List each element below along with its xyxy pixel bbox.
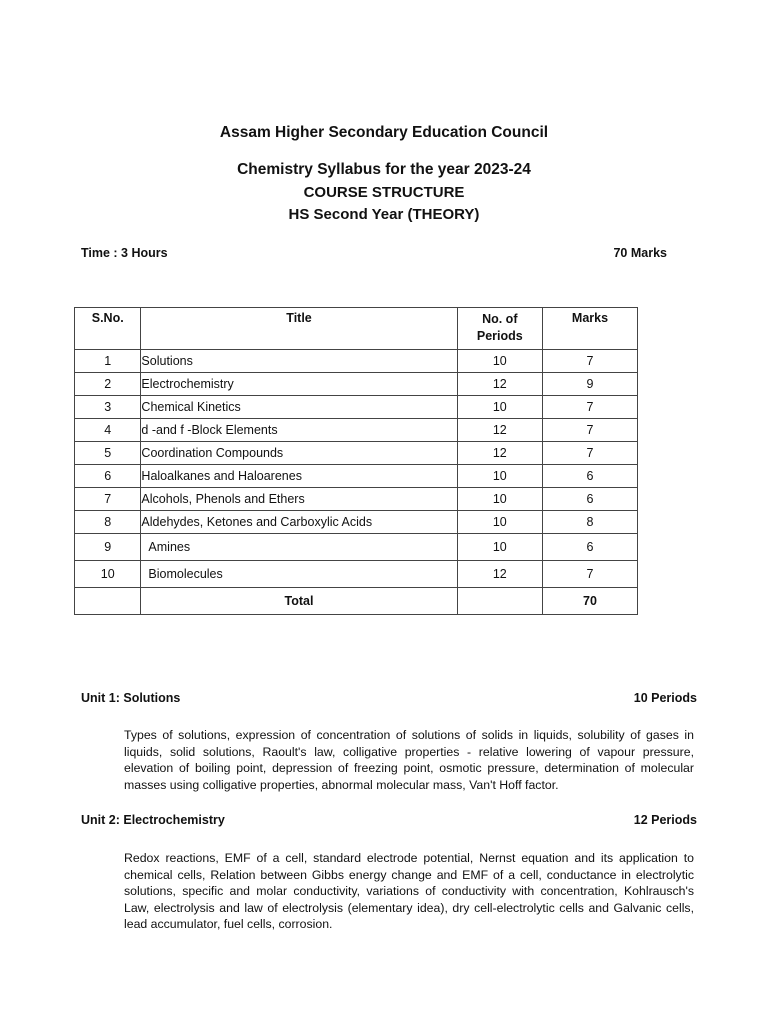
unit-1-title: Unit 1: Solutions bbox=[81, 691, 181, 705]
row-marks: 7 bbox=[542, 396, 637, 419]
unit-2-periods: 12 Periods bbox=[633, 813, 697, 827]
row-title: Haloalkanes and Haloarenes bbox=[141, 465, 457, 488]
total-periods-empty bbox=[457, 588, 542, 615]
row-sno: 4 bbox=[75, 419, 141, 442]
row-sno: 5 bbox=[75, 442, 141, 465]
total-label: Total bbox=[141, 588, 457, 615]
row-sno: 6 bbox=[75, 465, 141, 488]
row-title: Aldehydes, Ketones and Carboxylic Acids bbox=[141, 511, 457, 534]
unit-2-description: Redox reactions, EMF of a cell, standard electrode potential, Nernst equation and its application to chemical cells, Relation between Gibbs energy change and EMF of a cell, conductance in electrolytic solutions, specific and molar conductivity, variations of conductivity with concentration, Kohlrausch's Law, electrolysis and law of electrolysis (elementary idea), dry cell-electrolytic cells and Galvanic cells, lead accumulator, fuel cells, corrosion. bbox=[124, 851, 694, 931]
row-marks: 6 bbox=[542, 534, 637, 561]
row-periods: 10 bbox=[457, 350, 542, 373]
row-sno: 2 bbox=[75, 373, 141, 396]
row-sno: 8 bbox=[75, 511, 141, 534]
row-title: d -and f -Block Elements bbox=[141, 419, 457, 442]
table-row bbox=[75, 488, 638, 511]
header-periods bbox=[457, 308, 542, 350]
row-title: Biomolecules bbox=[141, 561, 457, 588]
class-title: HS Second Year (THEORY) bbox=[288, 206, 480, 223]
unit-2-title: Unit 2: Electrochemistry bbox=[81, 813, 225, 827]
unit-1-periods: 10 Periods bbox=[633, 691, 697, 705]
row-periods: 12 bbox=[457, 442, 542, 465]
header-sno: S.No. bbox=[75, 308, 141, 350]
row-sno: 1 bbox=[75, 350, 141, 373]
exam-time: Time : 3 Hours bbox=[81, 246, 168, 260]
row-marks: 9 bbox=[542, 373, 637, 396]
row-marks: 8 bbox=[542, 511, 637, 534]
unit-1-description: Types of solutions, expression of concentration of solutions of solids in liquids, solubility of gases in liquids, solid solutions, Raoult's law, colligative properties - relative lowering of vapour pressure, elevation of boiling point, depression of freezing point, osmotic pressure, determination of molecular masses using colligative properties, abnormal molecular mass, Van't Hoff factor. bbox=[124, 728, 694, 792]
row-sno: 10 bbox=[75, 561, 141, 588]
row-title: Alcohols, Phenols and Ethers bbox=[141, 488, 457, 511]
row-marks: 7 bbox=[542, 561, 637, 588]
table-total-row bbox=[75, 588, 638, 615]
header-marks: Marks bbox=[542, 308, 637, 350]
row-periods: 10 bbox=[457, 534, 542, 561]
row-marks: 7 bbox=[542, 419, 637, 442]
row-sno: 3 bbox=[75, 396, 141, 419]
row-periods: 10 bbox=[457, 488, 542, 511]
table-row bbox=[75, 442, 638, 465]
row-title: Chemical Kinetics bbox=[141, 396, 457, 419]
row-periods: 10 bbox=[457, 396, 542, 419]
table-row bbox=[75, 534, 638, 561]
row-periods: 12 bbox=[457, 373, 542, 396]
header-periods-line2: Periods bbox=[476, 329, 523, 343]
row-periods: 12 bbox=[457, 561, 542, 588]
total-marks-value: 70 bbox=[542, 588, 637, 615]
row-title: Amines bbox=[141, 534, 457, 561]
table-header-row bbox=[75, 308, 638, 350]
table-row bbox=[75, 373, 638, 396]
council-title: Assam Higher Secondary Education Council bbox=[219, 124, 549, 141]
syllabus-title: Chemistry Syllabus for the year 2023-24 bbox=[237, 161, 531, 178]
row-periods: 12 bbox=[457, 419, 542, 442]
row-title: Solutions bbox=[141, 350, 457, 373]
table-row bbox=[75, 396, 638, 419]
row-marks: 6 bbox=[542, 488, 637, 511]
row-title: Coordination Compounds bbox=[141, 442, 457, 465]
table-row bbox=[75, 350, 638, 373]
row-marks: 7 bbox=[542, 442, 637, 465]
row-sno: 7 bbox=[75, 488, 141, 511]
table-row bbox=[75, 419, 638, 442]
row-marks: 6 bbox=[542, 465, 637, 488]
table-row bbox=[75, 561, 638, 588]
course-structure-title: COURSE STRUCTURE bbox=[303, 184, 465, 201]
header-periods-line1: No. of bbox=[482, 312, 518, 326]
course-structure-table bbox=[74, 307, 638, 615]
total-empty-cell bbox=[75, 588, 141, 615]
row-marks: 7 bbox=[542, 350, 637, 373]
row-periods: 10 bbox=[457, 511, 542, 534]
total-marks: 70 Marks bbox=[613, 246, 667, 260]
header-title: Title bbox=[141, 308, 457, 350]
table-row bbox=[75, 465, 638, 488]
row-periods: 10 bbox=[457, 465, 542, 488]
row-title: Electrochemistry bbox=[141, 373, 457, 396]
table-row bbox=[75, 511, 638, 534]
row-sno: 9 bbox=[75, 534, 141, 561]
